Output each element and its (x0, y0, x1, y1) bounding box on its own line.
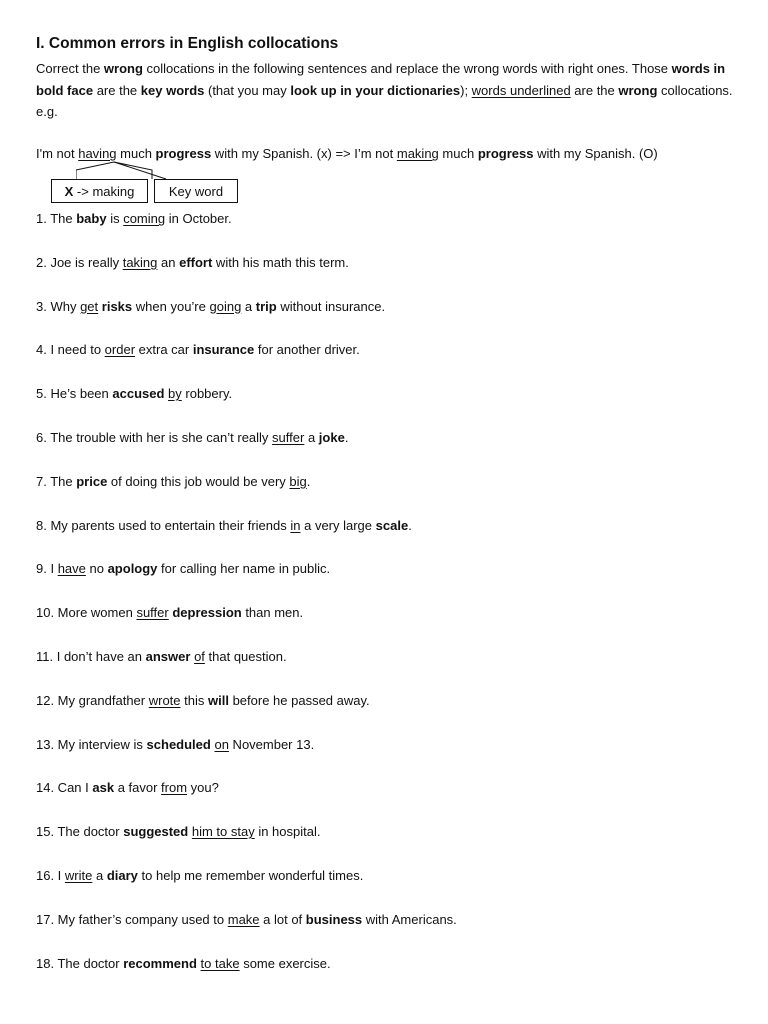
text-segment: 11. I don’t have an (36, 649, 146, 664)
example-connector-lines (76, 160, 186, 180)
key-word: price (76, 473, 108, 489)
underlined-wrong-word: by (168, 386, 182, 402)
key-word-box (154, 179, 238, 203)
underlined-wrong-word: to take (200, 955, 240, 971)
text-segment: collocations. (657, 82, 733, 98)
text-segment: . (344, 430, 349, 445)
key-word: trip (255, 298, 277, 314)
key-word: risks (101, 298, 133, 314)
key-word: insurance (192, 342, 255, 358)
exercise-item (36, 471, 310, 493)
text-segment: this (180, 692, 208, 708)
exercise-item (36, 427, 348, 449)
underlined-wrong-word: making (396, 146, 439, 161)
underlined-wrong-word: having (78, 146, 117, 161)
section-title: I. Common errors in English collocations (36, 35, 339, 52)
key-word: suggested (123, 824, 189, 840)
text-segment: 18. The doctor (36, 955, 124, 971)
text-segment: 5. He’s been (36, 386, 113, 402)
text-segment: 10. More women (36, 605, 137, 621)
text-segment: much (116, 146, 156, 161)
key-word: X (64, 184, 74, 199)
instructions (36, 58, 736, 123)
underlined-wrong-word: from (161, 780, 188, 796)
key-word: progress (155, 146, 212, 161)
correction-box (51, 179, 148, 203)
underlined-wrong-word: suffer (272, 430, 305, 445)
text-segment: are the (93, 82, 141, 98)
text-segment: 13. My interview is (36, 736, 147, 752)
text-segment: robbery. (181, 386, 233, 402)
underlined-wrong-word: wrote (148, 692, 181, 708)
instructions-paragraph (36, 58, 736, 101)
exercise-item (36, 208, 232, 230)
exercise-item (36, 252, 349, 274)
example-label (36, 101, 736, 123)
text-segment: before he passed away. (228, 692, 370, 708)
underlined-wrong-word: words underlined (471, 82, 571, 98)
exercise-item (36, 777, 219, 799)
text-segment: 9. I (36, 561, 58, 577)
text-segment: 14. Can I (36, 780, 93, 796)
underlined-wrong-word: make (227, 911, 260, 927)
key-word: business (305, 911, 363, 927)
key-word: scale (375, 517, 409, 533)
text-segment: with Americans. (362, 911, 457, 927)
exercise-item (36, 558, 330, 580)
exercise-item (36, 646, 287, 668)
text-segment: 15. The doctor (36, 824, 124, 840)
text-segment: with my Spanish. (O) (533, 146, 658, 161)
underlined-wrong-word: going (209, 298, 242, 314)
text-segment: much (438, 146, 478, 161)
text-segment: when you’re (132, 298, 210, 314)
text-segment: a (304, 430, 319, 445)
key-word: recommend (123, 955, 197, 971)
text-segment: with my Spanish. (x) => I’m not (211, 146, 397, 161)
text-segment: Correct the (36, 61, 104, 76)
exercise-item (36, 383, 232, 405)
exercise-item (36, 296, 385, 318)
text-segment: some exercise. (239, 955, 331, 971)
connector-keyword-line (114, 162, 166, 179)
exercise-item (36, 602, 303, 624)
key-word: wrong (618, 82, 658, 98)
text-segment: than men. (241, 605, 304, 621)
text-segment: in October. (165, 211, 232, 226)
underlined-wrong-word: get (80, 298, 99, 314)
text-segment: . (408, 517, 412, 533)
text-segment: 2. Joe is really (36, 254, 123, 270)
underlined-wrong-word: taking (122, 254, 158, 270)
text-segment: a favor (114, 780, 162, 796)
text-segment: -> making (73, 184, 135, 199)
key-word: accused (112, 386, 165, 402)
underlined-wrong-word: write (64, 868, 93, 883)
text-segment: in hospital. (254, 824, 321, 840)
text-segment: (that you may (204, 82, 291, 98)
exercise-item (36, 821, 320, 843)
exercise-item (36, 690, 370, 712)
text-segment: ); (460, 82, 472, 98)
text-segment: with his math this term. (212, 254, 349, 270)
text-segment: you? (187, 780, 219, 796)
text-segment: e.g. (36, 104, 58, 119)
exercise-item (36, 953, 331, 975)
text-segment: Key word (168, 184, 224, 199)
key-word: progress (477, 146, 534, 161)
text-segment: is (106, 211, 124, 226)
exercise-item (36, 339, 360, 361)
underlined-wrong-word: of (194, 649, 205, 664)
text-segment: are the (570, 82, 619, 98)
underlined-wrong-word: him to stay (191, 824, 255, 840)
text-segment: a (92, 868, 107, 883)
exercise-item (36, 865, 363, 887)
text-segment: a very large (300, 517, 376, 533)
key-word: ask (92, 780, 115, 796)
key-word: will (208, 692, 229, 708)
underlined-wrong-word: suffer (136, 605, 169, 621)
text-segment: a lot of (259, 911, 306, 927)
key-word: answer (145, 649, 191, 664)
key-word: key words (140, 82, 205, 98)
underlined-wrong-word: in (290, 517, 301, 533)
text-segment: for another driver. (254, 342, 360, 358)
text-segment: 6. The trouble with her is she can’t really (36, 430, 273, 445)
text-segment: 3. Why (36, 298, 81, 314)
key-word: effort (179, 254, 213, 270)
text-segment: a (241, 298, 256, 314)
key-word: wrong (103, 61, 143, 76)
text-segment: 7. The (36, 473, 77, 489)
text-segment: 1. The (36, 211, 77, 226)
exercise-item (36, 734, 314, 756)
key-word: apology (107, 561, 158, 577)
key-word: baby (76, 211, 107, 226)
text-segment: an (157, 254, 180, 270)
text-segment: of doing this job would be very (107, 473, 290, 489)
text-segment: 4. I need to (36, 342, 105, 358)
exercise-item (36, 909, 457, 931)
underlined-wrong-word: have (57, 561, 86, 577)
text-segment: 16. I (36, 868, 65, 883)
text-segment: to help me remember wonderful times. (137, 868, 364, 883)
text-segment: collocations in the following sentences and replace the wrong words with right ones. Those (142, 61, 672, 76)
text-segment: without insurance. (276, 298, 386, 314)
text-segment: no (85, 561, 108, 577)
text-segment: 17. My father’s company used to (36, 911, 228, 927)
underlined-wrong-word: order (104, 342, 136, 358)
underlined-wrong-word: on (214, 736, 229, 752)
exercise-item (36, 515, 412, 537)
text-segment: . (306, 473, 311, 489)
text-segment: I'm not (36, 146, 79, 161)
underlined-wrong-word: big (289, 473, 307, 489)
text-segment: November 13. (228, 736, 315, 752)
key-word: joke (318, 430, 345, 445)
text-segment: that question. (204, 649, 287, 664)
key-word: diary (106, 868, 138, 883)
text-segment: 12. My grandfather (36, 692, 149, 708)
text-segment: 8. My parents used to entertain their friends (36, 517, 291, 533)
text-segment: extra car (135, 342, 193, 358)
key-word: depression (172, 605, 242, 621)
key-word: look up in your dictionaries (290, 82, 461, 98)
key-word: words in bold face (36, 61, 729, 98)
key-word: scheduled (146, 736, 211, 752)
underlined-wrong-word: coming (123, 211, 166, 226)
text-segment: for calling her name in public. (157, 561, 331, 577)
